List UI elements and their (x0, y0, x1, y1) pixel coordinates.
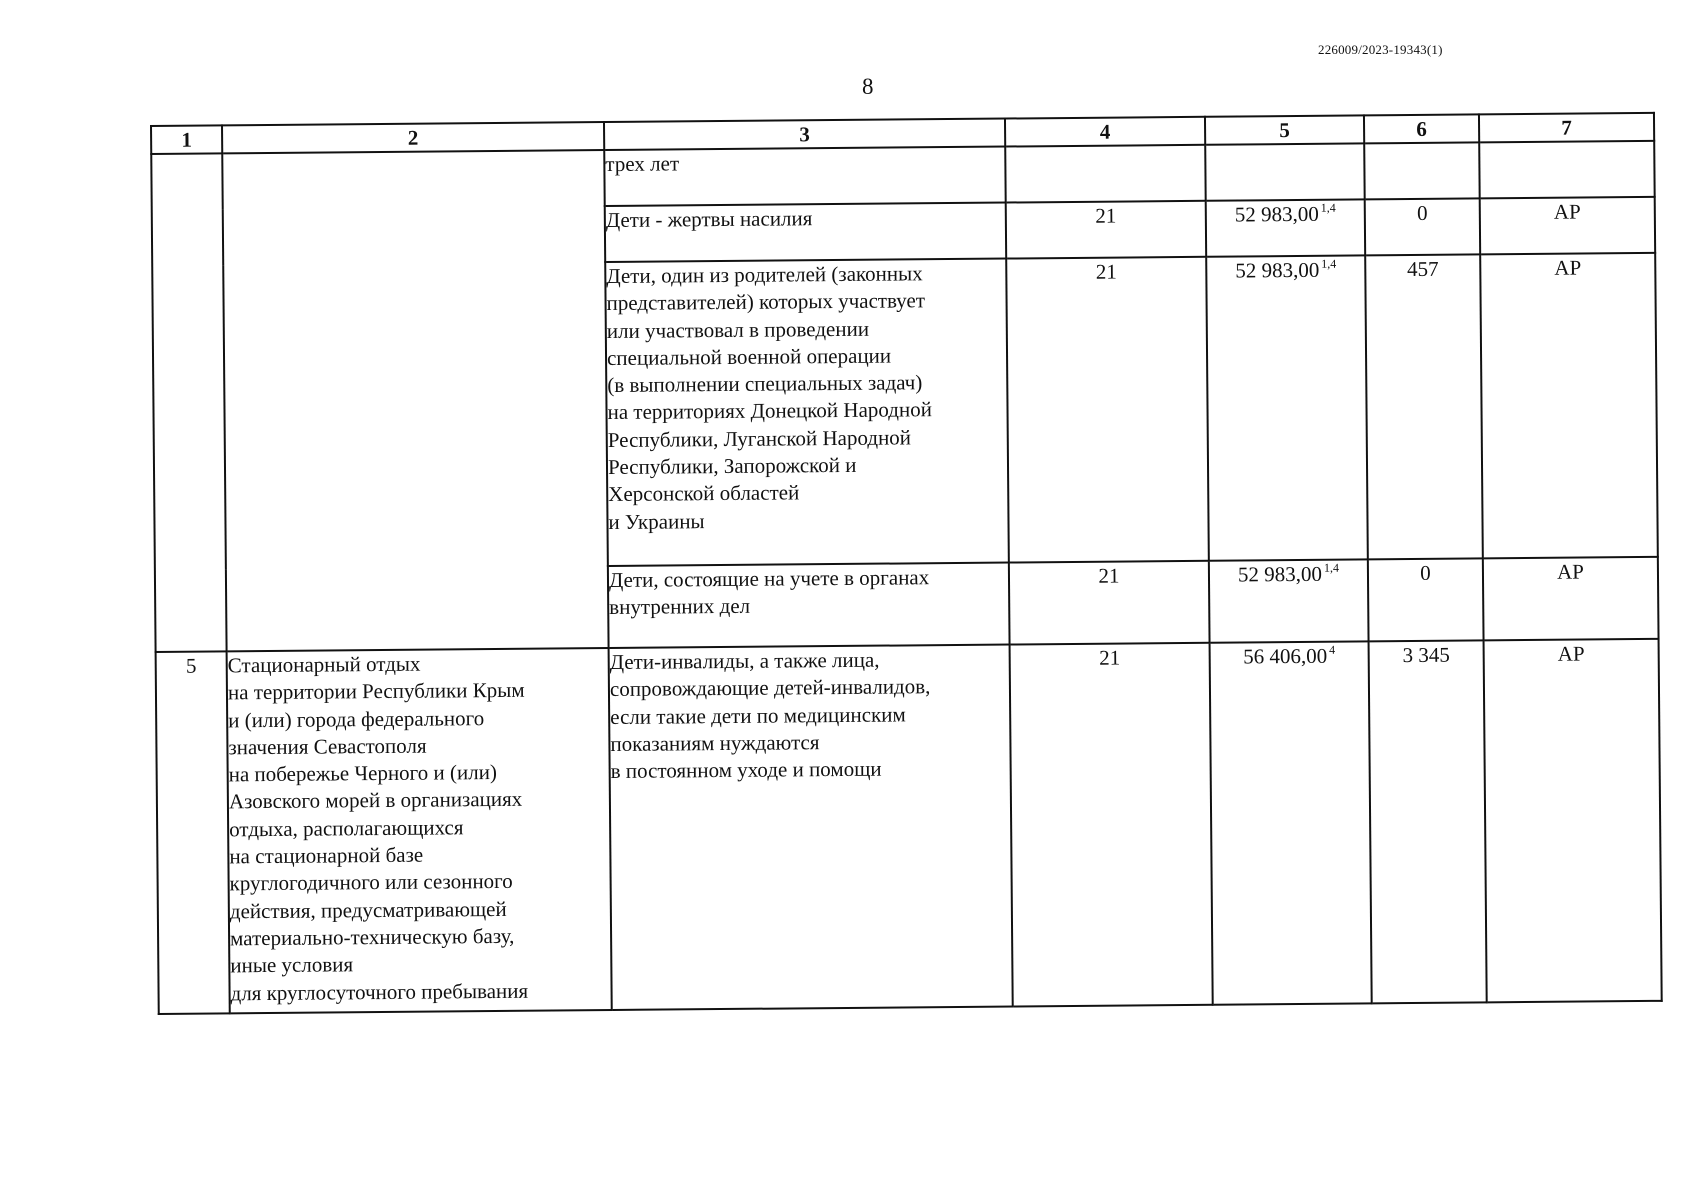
service-name-cell (227, 648, 612, 1013)
cost-cell (1210, 641, 1372, 1004)
category-text: в постоянном уходе и помощи (610, 756, 882, 784)
code-cell: АР (1480, 197, 1655, 255)
category-text: Республики, Луганской Народной (607, 425, 912, 452)
column-header: 2 (222, 122, 604, 153)
column-header: 4 (1005, 117, 1205, 147)
days-cell (1005, 145, 1205, 203)
service-name-text: на территории Республики Крым (227, 678, 525, 705)
days-cell: 21 (1010, 643, 1213, 1007)
service-name-text: на стационарной базе (229, 842, 424, 869)
cost-value: 52 983,00 (1235, 257, 1320, 283)
document-registration-code: 226009/2023-19343(1) (1318, 42, 1443, 57)
category-text: представителей) которых участвует (606, 288, 926, 316)
column-header: 6 (1364, 114, 1479, 143)
service-name-text: действия, предусматривающей (229, 896, 507, 924)
count-cell (1364, 142, 1479, 199)
service-name-text: иные условия (230, 952, 354, 978)
category-text: и Украины (608, 508, 705, 534)
category-text: внутренних дел (609, 594, 751, 620)
cost-cell (1205, 143, 1364, 200)
data-table (150, 112, 1663, 1015)
category-text: (в выполнении специальных задач) (607, 370, 923, 398)
cost-footnote: 1,4 (1323, 560, 1339, 575)
cost-footnote: 1,4 (1321, 256, 1337, 271)
category-text: или участвовал в проведении (606, 316, 870, 343)
service-name-text: на побережье Черного и (или) (228, 760, 497, 787)
category-cell (609, 645, 1013, 1010)
category-text: трех лет (605, 151, 680, 177)
cost-value: 56 406,00 (1243, 643, 1328, 669)
code-cell (1479, 141, 1654, 199)
days-cell: 21 (1006, 201, 1206, 259)
service-name-text: значения Севастополя (228, 733, 427, 760)
number-cell-empty (151, 153, 226, 652)
category-text: Дети, состоящие на учете в органах (608, 565, 930, 593)
category-text: Дети-инвалиды, а также лица, (609, 647, 880, 675)
count-cell: 3 345 (1369, 640, 1487, 1003)
category-text: сопровождающие детей-инвалидов, (609, 674, 931, 702)
count-cell: 457 (1365, 254, 1483, 559)
service-name-text: Стационарный отдых (227, 651, 421, 678)
cost-footnote: 4 (1329, 642, 1336, 657)
row-number-cell: 5 (156, 651, 230, 1014)
category-cell (605, 259, 1009, 566)
cost-value: 52 983,00 (1234, 201, 1319, 227)
code-cell: АР (1484, 639, 1662, 1003)
page-number: 8 (862, 74, 874, 99)
column-header: 5 (1205, 115, 1364, 144)
cost-value: 52 983,00 (1237, 561, 1323, 587)
cost-footnote: 1,4 (1320, 200, 1336, 215)
category-text: на территориях Донецкой Народной (607, 397, 933, 425)
code-cell: АР (1480, 253, 1658, 559)
category-text: Дети - жертвы насилия (605, 206, 813, 233)
cost-cell (1209, 559, 1369, 642)
category-cell (608, 563, 1010, 648)
days-cell: 21 (1009, 561, 1210, 645)
service-name-text: отдыха, располагающихся (229, 815, 464, 842)
category-cell (604, 147, 1005, 206)
service-name-text: материально-техническую базу, (229, 923, 515, 951)
cost-cell (1206, 199, 1365, 256)
column-header: 1 (151, 125, 222, 154)
category-text: Дети, один из родителей (законных (606, 261, 923, 289)
count-cell: 0 (1365, 198, 1480, 255)
category-text: Херсонской областей (608, 480, 800, 507)
service-name-text: и (или) города федерального (228, 705, 485, 732)
column-header: 7 (1479, 113, 1654, 143)
category-text: специальной военной операции (606, 343, 892, 370)
category-text: показаниям нуждаются (610, 730, 820, 756)
code-cell: АР (1483, 557, 1659, 641)
service-name-text: для круглосуточного пребывания (230, 978, 529, 1005)
days-cell: 21 (1006, 257, 1209, 563)
service-name-text: Азовского морей в организациях (228, 787, 523, 814)
count-cell: 0 (1368, 558, 1484, 641)
column-header: 3 (604, 119, 1005, 150)
name-cell-empty (222, 150, 608, 651)
table-row (156, 639, 1662, 1014)
category-cell (605, 203, 1006, 262)
category-text: если такие дети по медицинским (610, 702, 906, 729)
service-name-text: круглогодичного или сезонного (229, 869, 513, 896)
table-container (150, 112, 1661, 1045)
category-text: Республики, Запорожской и (607, 452, 857, 480)
cost-cell (1206, 255, 1368, 560)
